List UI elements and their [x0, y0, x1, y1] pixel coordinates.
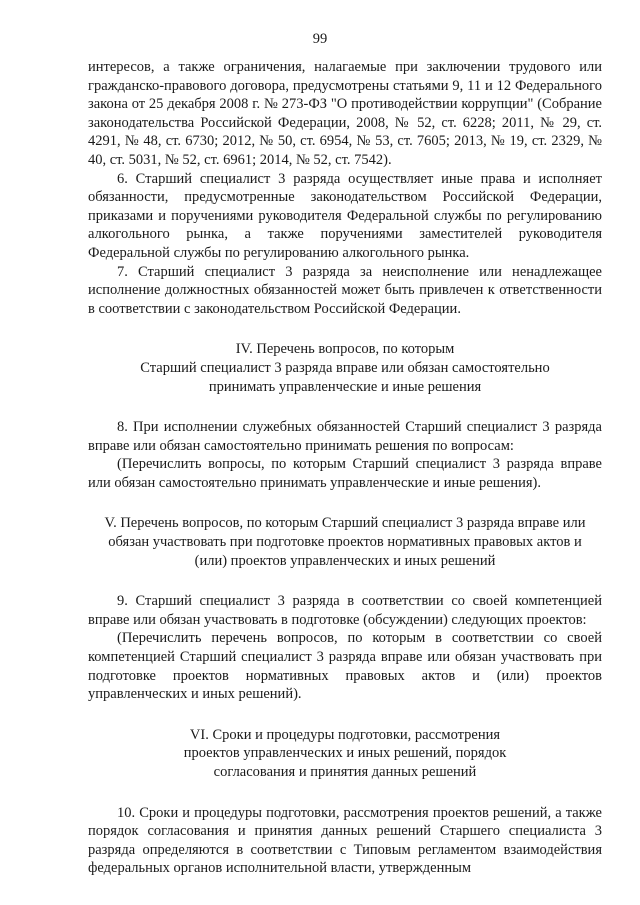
heading-line: (или) проектов управленческих и иных решений	[194, 552, 496, 569]
paragraph-6: 6. Старший специалист 3 разряда осуществляет иные права и исполняет обязанности, предусмотренные законодательством Российской Федерации, приказами и поручениями руководителя Федеральной службы по регулированию алкогольного рынка, а также поручениями заместителей руководителя Федеральной службы по регулированию алкогольного рынка.	[88, 170, 602, 261]
section-heading-vi	[88, 726, 602, 782]
heading-line: V. Перечень вопросов, по которым Старший специалист 3 разряда вправе или	[104, 515, 586, 532]
paragraph-9: 9. Старший специалист 3 разряда в соответствии со своей компетенцией вправе или обязан участвовать в подготовке (обсуждении) следующих проектов:	[88, 593, 602, 628]
heading-line: обязан участвовать при подготовке проектов нормативных правовых актов и	[108, 534, 582, 551]
heading-line: IV. Перечень вопросов, по которым	[235, 341, 455, 358]
paragraph-continued: интересов, а также ограничения, налагаемые при заключении трудового или гражданско-правового договора, предусмотрены статьями 9, 11 и 12 Федерального закона от 25 декабря 2008 г. № 273-ФЗ "О противодействии коррупции" (Собрание законодательства Российской Федерации, 2008, № 52, ст. 6228; 2011, № 29, ст. 4291, № 48, ст. 6730; 2012, № 50, ст. 6954, № 53, ст. 7605; 2013, № 19, ст. 2329, № 40, ст. 5031, № 52, ст. 6961; 2014, № 52, ст. 7542).	[88, 59, 602, 168]
heading-line: согласования и принятия данных решений	[213, 764, 477, 780]
paragraph-8-note: (Перечислить вопросы, по которым Старший специалист 3 разряда вправе или обязан самостоятельно принимать управленческие и иные решения).	[88, 456, 602, 491]
paragraph-9-note: (Перечислить перечень вопросов, по которым в соответствии со своей компетенцией Старший специалист 3 разряда вправе или обязан участвовать при подготовке проектов нормативных правовых актов и (или) проектов управленческих и иных решений).	[88, 630, 602, 703]
paragraph-10: 10. Сроки и процедуры подготовки, рассмотрения проектов решений, а также порядок согласования и принятия данных решений Старшего специалиста 3 разряда определяются в соответствии с Типовым регламентом взаимодействия федеральных органов исполнительной власти, утвержденным	[88, 804, 602, 877]
paragraph-7: 7. Старший специалист 3 разряда за неисполнение или ненадлежащее исполнение должностных обязанностей может быть привлечен к ответственности в соответствии с законодательством Российской Федерации.	[88, 263, 602, 317]
heading-line: VI. Сроки и процедуры подготовки, рассмотрения	[189, 726, 501, 743]
section-heading-iv	[88, 340, 602, 396]
paragraph-8: 8. При исполнении служебных обязанностей Старший специалист 3 разряда вправе или обязан самостоятельно принимать решения по вопросам:	[88, 419, 602, 454]
page-number: 99	[312, 31, 328, 47]
heading-line: Старший специалист 3 разряда вправе или обязан самостоятельно	[140, 359, 550, 376]
heading-line: проектов управленческих и иных решений, порядок	[183, 745, 507, 762]
heading-line: принимать управленческие и иные решения	[208, 378, 482, 395]
section-heading-v	[88, 514, 602, 570]
